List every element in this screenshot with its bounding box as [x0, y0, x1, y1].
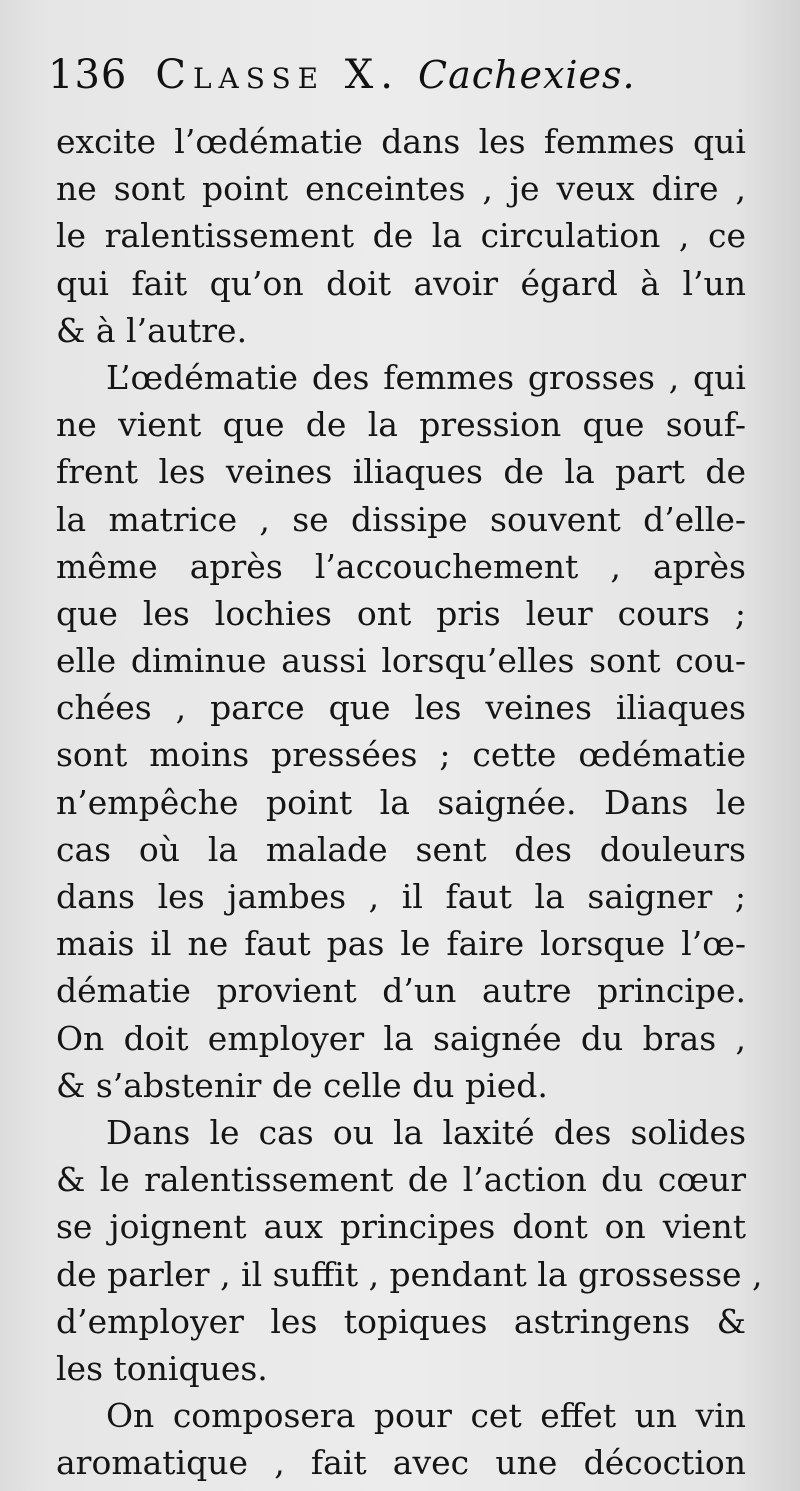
text-line: On composera pour cet effet un vin — [106, 1396, 746, 1436]
text-line: L’œdématie des femmes grosses , qui — [106, 357, 746, 397]
text-line: & à l’autre. — [56, 310, 248, 350]
text-line: dématie provient d’un autre principe. — [56, 971, 746, 1011]
text-line: même après l’accouchement , après — [56, 546, 746, 586]
text-line: ne sont point enceintes , je veux dire , — [56, 169, 746, 209]
text-line: sont moins pressées ; cette œdématie — [56, 735, 746, 775]
section-title: Cachexies. — [418, 53, 636, 97]
text-line: excite l’œdématie dans les femmes qui — [56, 122, 746, 161]
text-line: que les lochies ont pris leur cours ; — [56, 593, 746, 633]
text-line: & s’abstenir de celle du pied. — [56, 1065, 548, 1105]
text-line: mais il ne faut pas le faire lorsque l’œ- — [56, 924, 746, 964]
text-line: la matrice , se dissipe souvent d’elle- — [56, 499, 746, 539]
text-line: elle diminue aussi lorsqu’elles sont cou- — [56, 641, 746, 681]
text-line: qui fait qu’on doit avoir égard à l’un — [56, 263, 746, 303]
text-line: On doit employer la saignée du bras , — [56, 1018, 746, 1058]
text-line: ne vient que de la pression que souf- — [56, 405, 746, 445]
text-line: chées , parce que les veines iliaques — [56, 688, 746, 728]
text-line: & le ralentissement de l’action du cœur — [56, 1160, 746, 1200]
text-line: le ralentissement de la circulation , ce — [56, 216, 746, 256]
class-title: Classe X. — [155, 52, 400, 98]
text-line: d’employer les topiques astringens & — [56, 1301, 746, 1341]
text-line: n’empêche point la saignée. Dans le — [56, 782, 746, 822]
text-line: aromatique , fait avec une décoction — [56, 1443, 746, 1483]
text-line: Dans le cas ou la laxité des solides — [106, 1112, 746, 1152]
running-head — [48, 52, 740, 108]
text-line: de parler , il suffit , pendant la grossesse , — [56, 1254, 763, 1294]
text-line: frent les veines iliaques de la part de — [56, 452, 746, 492]
text-line: les toniques. — [56, 1348, 268, 1388]
page-number: 136 — [48, 52, 128, 98]
text-line: se joignent aux principes dont on vient — [56, 1207, 746, 1247]
body-text — [56, 118, 763, 1486]
text-line: cas où la malade sent des douleurs — [56, 829, 746, 869]
text-line: dans les jambes , il faut la saigner ; — [56, 877, 746, 916]
